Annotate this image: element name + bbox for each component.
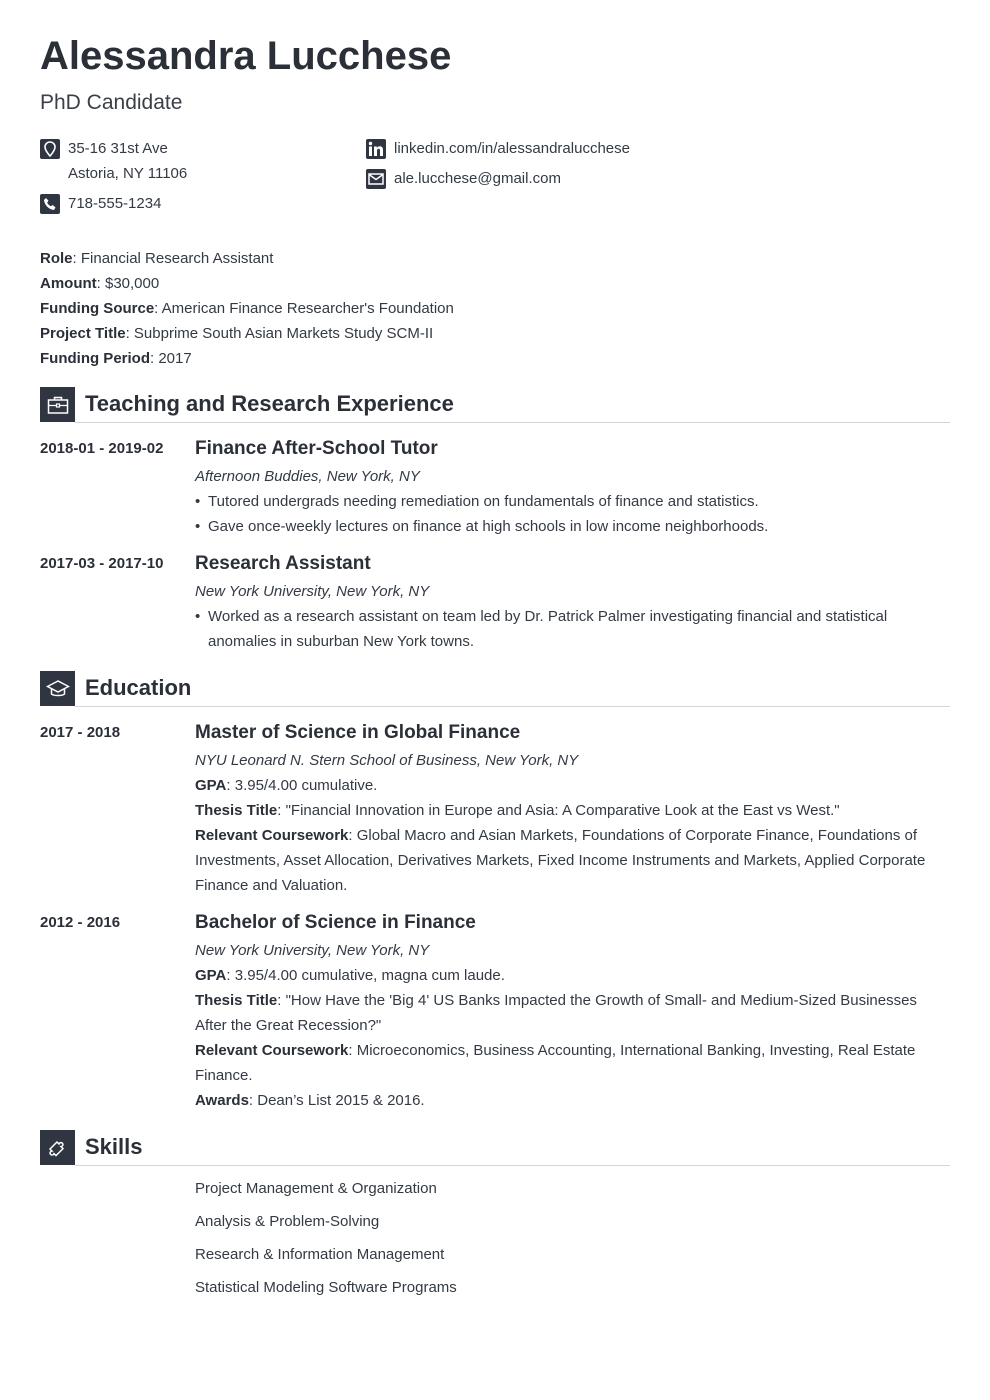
section-title-skills: Skills	[85, 1134, 143, 1159]
degree-title: Master of Science in Global Finance	[195, 722, 521, 743]
funding-period-line: Funding Period: 2017	[40, 350, 192, 367]
address	[68, 136, 187, 186]
funding-details	[40, 246, 454, 371]
briefcase-icon	[40, 387, 75, 422]
job-entry	[195, 436, 940, 539]
degree-dates: 2017 - 2018	[40, 724, 121, 741]
degree-dates: 2012 - 2016	[40, 914, 121, 931]
awards-line: Awards: Dean’s List 2015 & 2016.	[195, 1092, 425, 1109]
bullet-item: • Gave once-weekly lectures on finance at high schools in low income neighborhoods.	[195, 514, 940, 539]
coursework-line: Relevant Coursework: Global Macro and Asian Markets, Foundations of Corporate Finance, Foundations of Investments, Asset Allocation, Derivatives Markets, Fixed Income Instruments and Markets, Applied Corporate Finance and Valuation.	[195, 827, 926, 894]
email-link[interactable]: ale.lucchese@gmail.com	[394, 170, 561, 187]
gpa-line: GPA: 3.95/4.00 cumulative.	[195, 777, 378, 794]
school-name: New York University, New York, NY	[195, 942, 430, 959]
job-title: Research Assistant	[195, 553, 371, 574]
skills-list	[195, 1176, 457, 1308]
job-bullets	[195, 604, 940, 654]
thesis-line: Thesis Title: "How Have the 'Big 4' US Banks Impacted the Growth of Small- and Medium-Sized Businesses After the Great Recession?"	[195, 992, 917, 1034]
puzzle-hand-icon	[40, 1130, 75, 1165]
map-pin-icon	[40, 139, 60, 159]
bullet-item: • Tutored undergrads needing remediation on fundamentals of finance and statistics.	[195, 489, 940, 514]
job-organization: New York University, New York, NY	[195, 583, 430, 600]
graduation-cap-icon	[40, 671, 75, 706]
section-divider	[75, 422, 950, 423]
skill-item: Project Management & Organization	[195, 1180, 437, 1197]
bullet-item: • Worked as a research assistant on team led by Dr. Patrick Palmer investigating financial and statistical anomalies in suburban New York towns.	[195, 604, 940, 654]
section-divider	[75, 706, 950, 707]
role-line: Role: Financial Research Assistant	[40, 250, 274, 267]
degree-title: Bachelor of Science in Finance	[195, 912, 476, 933]
section-title-education: Education	[85, 675, 192, 700]
linkedin-link[interactable]: linkedin.com/in/alessandralucchese	[394, 140, 630, 157]
school-name: NYU Leonard N. Stern School of Business, New York, NY	[195, 752, 579, 769]
amount-line: Amount: $30,000	[40, 275, 160, 292]
envelope-icon	[366, 169, 386, 189]
gpa-line: GPA: 3.95/4.00 cumulative, magna cum laude.	[195, 967, 505, 984]
skill-item: Research & Information Management	[195, 1246, 445, 1263]
degree-entry	[195, 720, 940, 898]
job-dates: 2017-03 - 2017-10	[40, 555, 164, 572]
phone-icon	[40, 194, 60, 214]
coursework-line: Relevant Coursework: Microeconomics, Business Accounting, International Banking, Investing, Real Estate Finance.	[195, 1042, 916, 1084]
job-organization: Afternoon Buddies, New York, NY	[195, 468, 420, 485]
job-dates: 2018-01 - 2019-02	[40, 440, 164, 457]
linkedin-icon	[366, 139, 386, 159]
address-line1: 35-16 31st Ave	[68, 140, 168, 157]
phone[interactable]: 718-555-1234	[68, 195, 162, 212]
candidate-title: PhD Candidate	[40, 91, 183, 114]
job-bullets	[195, 489, 940, 539]
thesis-line: Thesis Title: "Financial Innovation in Europe and Asia: A Comparative Look at the East vs West."	[195, 802, 840, 819]
candidate-name: Alessandra Lucchese	[40, 34, 452, 78]
project-title-line: Project Title: Subprime South Asian Markets Study SCM-II	[40, 325, 434, 342]
address-line2: Astoria, NY 11106	[68, 165, 188, 182]
section-title-experience: Teaching and Research Experience	[85, 391, 454, 416]
skill-item: Analysis & Problem-Solving	[195, 1213, 380, 1230]
skill-item: Statistical Modeling Software Programs	[195, 1279, 457, 1296]
job-title: Finance After-School Tutor	[195, 438, 438, 459]
section-divider	[75, 1165, 950, 1166]
degree-entry	[195, 910, 940, 1113]
funding-source-line: Funding Source: American Finance Researcher's Foundation	[40, 300, 454, 317]
job-entry	[195, 551, 940, 654]
